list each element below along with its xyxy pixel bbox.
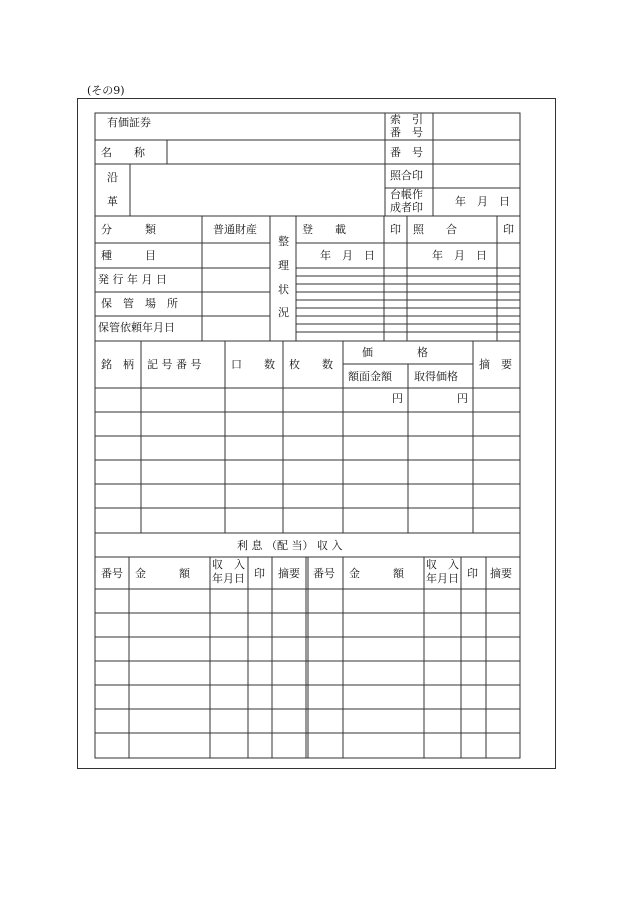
- face-value-header: 額面金額: [348, 370, 392, 383]
- income-section-title: 利 息 （配 当） 収 入: [237, 539, 343, 552]
- income-seal-header-right: 印: [467, 567, 478, 580]
- ledger-date: 年 月 日: [455, 195, 510, 208]
- acquisition-yen: 円: [457, 392, 468, 405]
- storage-place-label: 保 管 場 所: [101, 297, 178, 310]
- income-received-date-header-left: 年月日: [212, 572, 245, 585]
- category-value: 普通財産: [213, 223, 257, 236]
- kind-label: 種 目: [101, 249, 156, 262]
- register-seal-label: 印: [390, 223, 401, 236]
- acquisition-price-header: 取得価格: [414, 370, 458, 383]
- check-label: 照 合: [413, 223, 457, 236]
- income-summary-header-left: 摘要: [278, 567, 300, 580]
- income-amount-header-left: 金 額: [135, 567, 190, 580]
- name-label: 名 称: [101, 146, 145, 159]
- summary-header: 摘 要: [479, 358, 512, 371]
- brand-header: 銘 柄: [101, 358, 134, 371]
- income-received-date-header-right: 年月日: [426, 572, 459, 585]
- income-summary-header-right: 摘要: [490, 567, 512, 580]
- register-label: 登 載: [302, 223, 346, 236]
- index-label-line2: 番 号: [390, 126, 423, 139]
- category-label: 分 類: [101, 223, 156, 236]
- index-label-line1: 索 引: [390, 113, 423, 126]
- check-date: 年 月 日: [432, 249, 487, 262]
- history-label-1: 沿: [107, 171, 118, 184]
- income-seal-header-left: 印: [254, 567, 265, 580]
- income-received-header-right: 収 入: [426, 558, 459, 571]
- status-char-1: 整: [278, 235, 289, 248]
- history-label-2: 革: [107, 195, 118, 208]
- ledger-creator-label-1: 台帳作: [390, 188, 423, 201]
- status-char-2: 理: [278, 259, 289, 272]
- price-header: 価 格: [362, 346, 428, 359]
- income-no-header-left: 番号: [101, 567, 123, 580]
- income-no-header-right: 番号: [313, 567, 335, 580]
- register-date: 年 月 日: [320, 249, 375, 262]
- units-header: 口 数: [231, 358, 275, 371]
- page-note: (その9): [87, 84, 125, 97]
- status-char-3: 状: [278, 283, 289, 296]
- income-received-header-left: 収 入: [212, 558, 245, 571]
- face-value-yen: 円: [392, 392, 403, 405]
- storage-request-date-label: 保管依頼年月日: [98, 321, 175, 334]
- symbol-no-header: 記 号 番 号: [147, 358, 202, 371]
- form-title: 有価証券: [107, 116, 151, 129]
- number-label: 番 号: [390, 146, 423, 159]
- stamp-check-label: 照合印: [390, 169, 423, 182]
- check-seal-label: 印: [503, 223, 514, 236]
- status-char-4: 況: [278, 306, 289, 319]
- sheets-header: 枚 数: [289, 358, 333, 371]
- ledger-creator-label-2: 成者印: [390, 201, 423, 214]
- issue-date-label: 発 行 年 月 日: [98, 273, 167, 286]
- income-amount-header-right: 金 額: [349, 567, 404, 580]
